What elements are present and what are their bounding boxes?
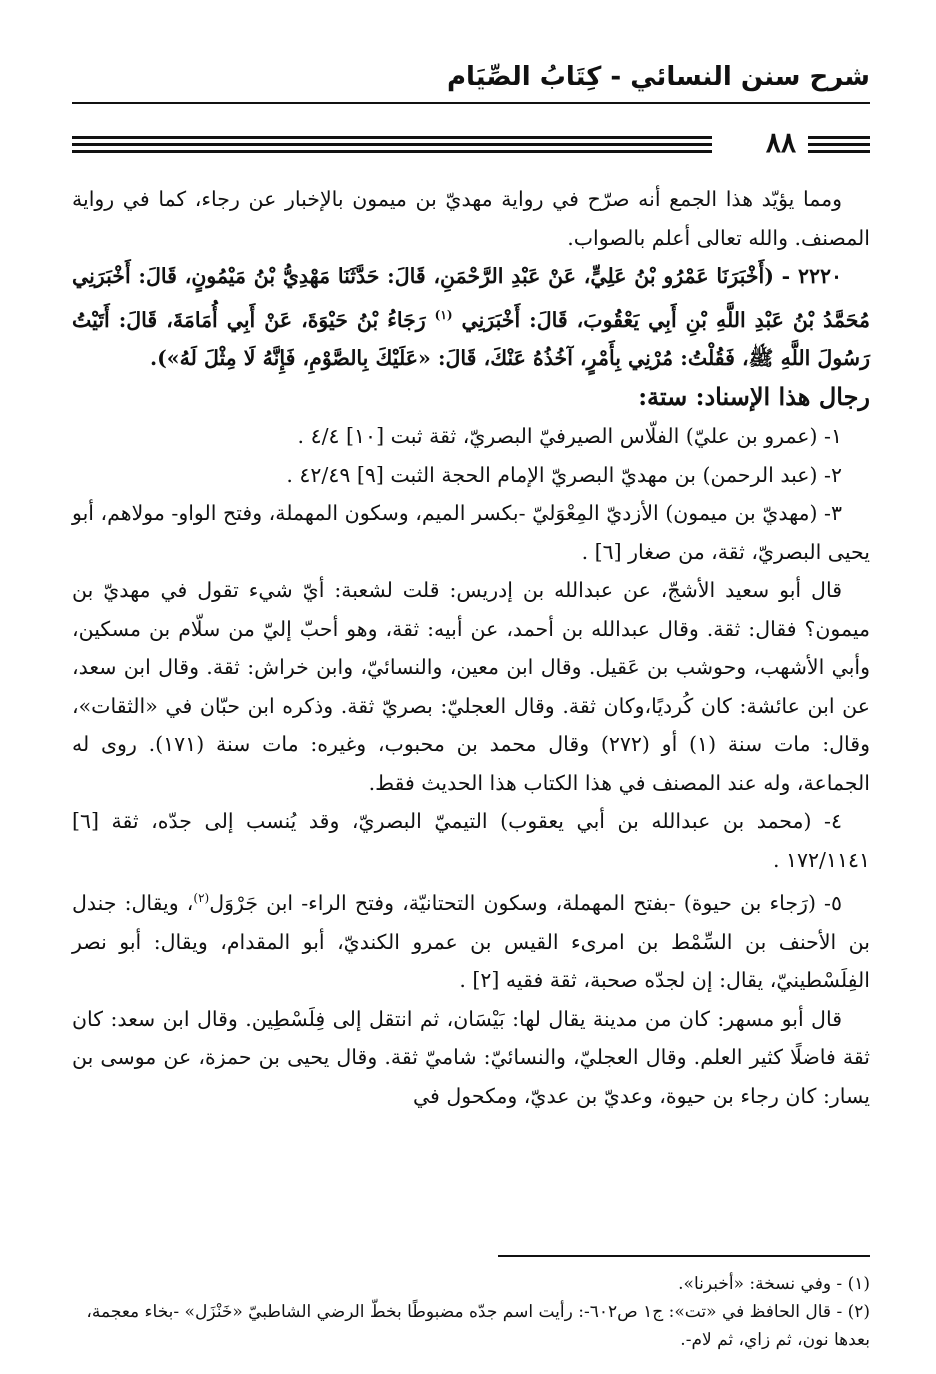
- hadith-text-part1: ٢٢٢٠ - (أَخْبَرَنَا عَمْرُو بْنُ عَلِيٍّ، عَنْ عَبْدِ الرَّحْمَنِ، قَالَ: حَدَّثَنَا مَهْدِيُّ بْنُ مَيْمُونٍ، قَالَ: أَخْبَرَنِي مُحَمَّدُ بْنُ عَبْدِ اللَّهِ بْنِ أَبِي يَعْقُوبَ، قَالَ: أَخْبَرَنِي: [72, 264, 871, 332]
- hadith-text-part2: رَجَاءُ بْنُ حَيْوَةَ، عَنْ أَبِي أُمَامَةَ، قَالَ: أَتَيْتُ رَسُولَ اللَّهِ ﷺ، فَقُلْتُ: مُرْنِي بِأَمْرٍ، آخُذُهُ عَنْكَ، قَالَ: «عَلَيْكَ بِالصَّوْمِ، فَإِنَّهُ لَا مِثْلَ لَهُ»).: [72, 307, 870, 370]
- page-number-ornament-right: [808, 136, 870, 154]
- page-number: ٨٨: [765, 126, 796, 159]
- page-number-row: [72, 126, 870, 160]
- narrator-5: [72, 879, 870, 999]
- page-number-ornament-left: [72, 136, 712, 154]
- running-header-title: شرح سنن النسائي - كِتَابُ الصِّيَام: [446, 62, 870, 92]
- narrator-4: ٤- (محمد بن عبدالله بن أبي يعقوب) التيميّ البصريّ، وقد يُنسب إلى جدّه، ثقة [٦] ١٧٢/١١٤١ .: [72, 809, 870, 872]
- paragraph-intro: ومما يؤيّد هذا الجمع أنه صرّح في رواية مهديّ بن ميمون بالإخبار عن رجاء، كما في رواية المصنف. والله تعالى أعلم بالصواب.: [72, 187, 870, 250]
- narrator-5-part1: ٥- (رَجاء بن حيوة) -بفتح المهملة، وسكون التحتانيّة، وفتح الراء- ابن جَرْوَل: [209, 891, 842, 916]
- narrator-1: ١- (عمرو بن عليّ) الفلّاس الصيرفيّ البصريّ، ثقة ثبت [١٠] ٤/٤ .: [297, 424, 842, 449]
- hadith-text: [72, 257, 870, 377]
- section-heading: رجال هذا الإسناد: ستة:: [638, 382, 870, 412]
- footnote-ref-1: (١): [434, 307, 453, 322]
- footnote-2: (٢) - قال الحافظ في «تت»: ج١ ص٦٠٢-: رأيت اسم جدّه مضبوطًا بخطّ الرضي الشاطبيّ «خَنْزَل» -بخاء معجمة، بعدها نون، ثم زاي، ثم لام-.: [86, 1302, 870, 1350]
- footnote-separator: [498, 1255, 870, 1257]
- page-body: [72, 180, 870, 1115]
- footnotes: [72, 1270, 870, 1354]
- paragraph-mahdi: قال أبو سعيد الأشجّ، عن عبدالله بن إدريس: قلت لشعبة: أيّ شيء تقول في مهديّ بن ميمون؟ فقال: ثقة. وقال عبدالله بن أحمد، عن أبيه: ثقة، وهو أحبّ إليّ من سلّام بن مسكين، وأبي الأشهب، وحوشب بن عَقيل. وقال ابن معين، والنسائيّ، وابن خراش: ثقة. وقال ابن سعد، عن ابن عائشة: كان كُرديًا،وكان ثقة. وقال العجليّ: بصريّ ثقة. وذكره ابن حبّان في «الثقات»، وقال: مات سنة (١) أو (٢٧٢) وقال محمد بن محبوب، وغيره: مات سنة (١٧١). روى له الجماعة، وله عند المصنف في هذا الكتاب هذا الحديث فقط.: [72, 578, 870, 795]
- footnote-1: (١) - وفي نسخة: «أخبرنا».: [678, 1274, 870, 1294]
- narrator-3: ٣- (مهديّ بن ميمون) الأزديّ المِعْوَليّ -بكسر الميم، وسكون المهملة، وفتح الواو- مولاهم، أبو يحيى البصريّ، ثقة، من صغار [٦] .: [72, 501, 870, 564]
- header-rule: [72, 102, 870, 104]
- narrator-2: ٢- (عبد الرحمن) بن مهديّ البصريّ الإمام الحجة الثبت [٩] ٤٢/٤٩ .: [286, 462, 842, 487]
- narrator-5-part2: ، ويقال: جندل بن الأحنف بن السِّمْط بن امرىء القيس بن عمرو الكنديّ، أبو المقدام، ويقال: أبو نصر الفِلَسْطينيّ، يقال: إن لجدّه صحبة، ثقة فقيه [٢] .: [72, 891, 870, 993]
- footnote-ref-2: (٢): [193, 891, 210, 906]
- paragraph-raja: قال أبو مسهر: كان من مدينة يقال لها: بَيْسَان، ثم انتقل إلى فِلَسْطِين. وقال ابن سعد: كان ثقة فاضلًا كثير العلم. وقال العجليّ، والنسائيّ: شاميّ ثقة. وقال يحيى بن حمزة، عن موسى بن يسار: كان رجاء بن حيوة، وعديّ بن عديّ، ومكحول في: [72, 1006, 870, 1108]
